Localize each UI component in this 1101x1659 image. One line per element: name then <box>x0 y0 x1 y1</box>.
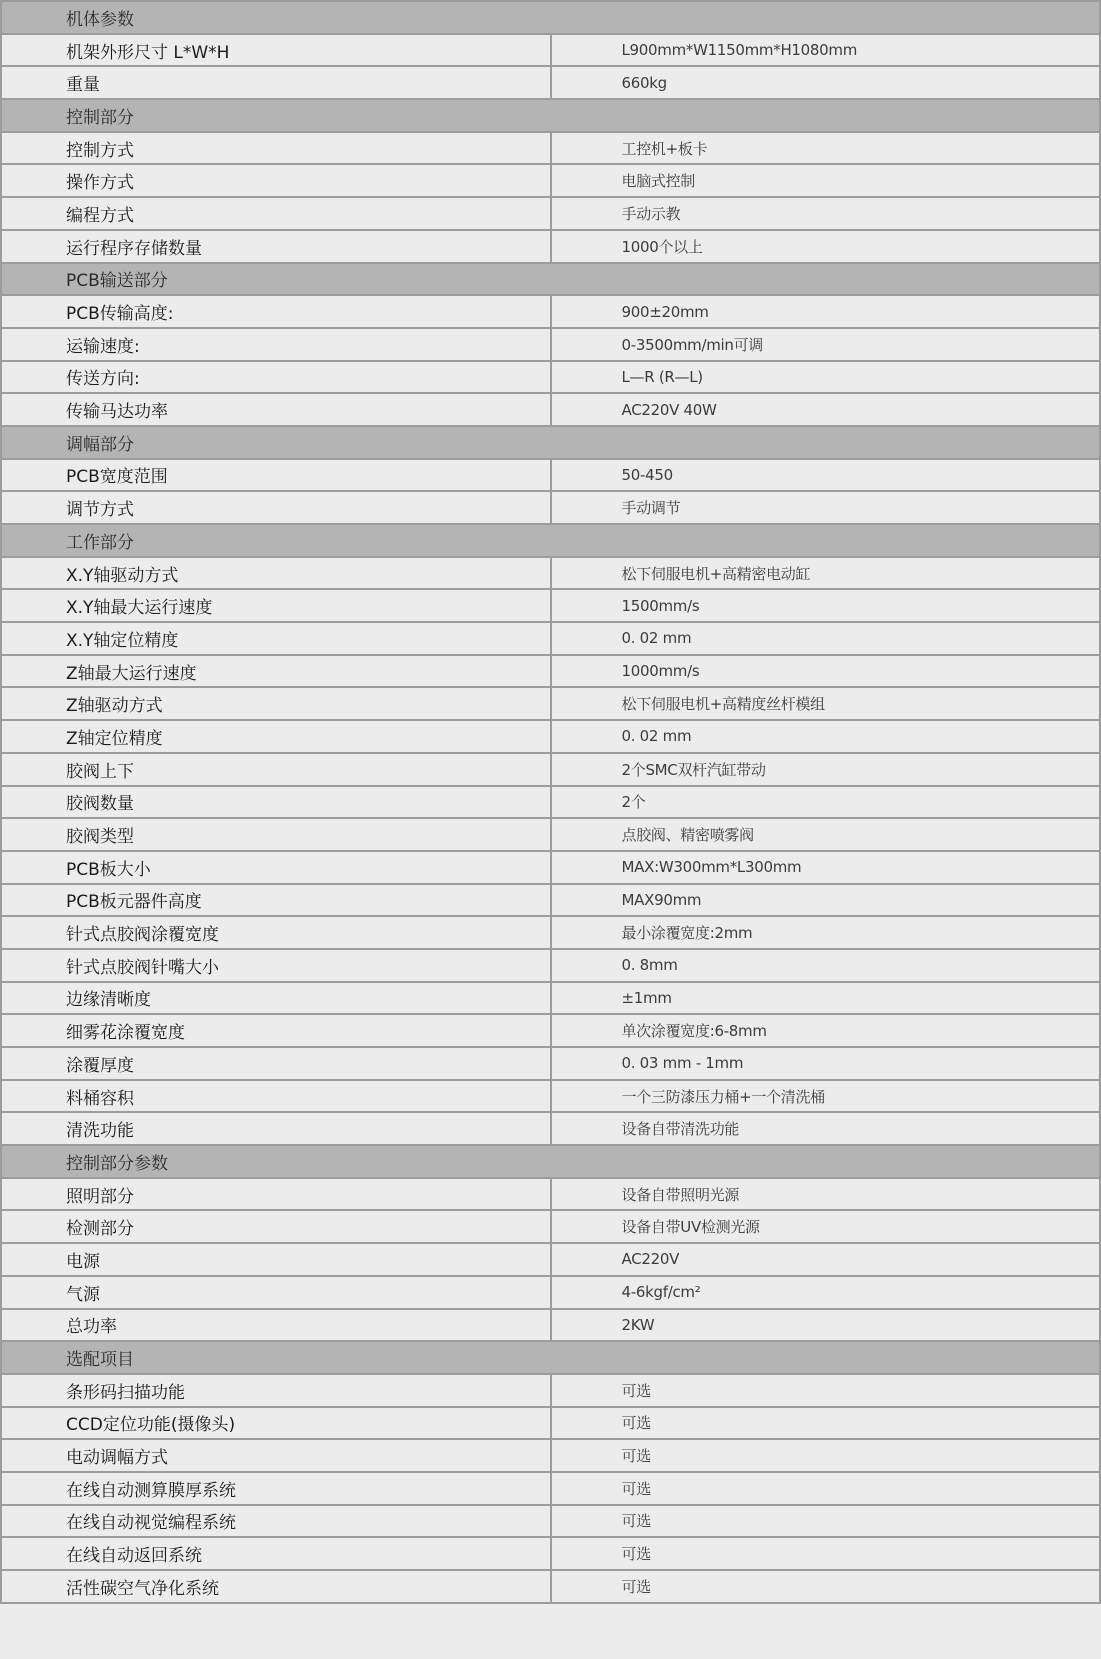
spec-value: 最小涂覆宽度:2mm <box>551 916 1101 949</box>
spec-value: 2个 <box>551 786 1101 819</box>
spec-value: 松下伺服电机+高精密电动缸 <box>551 557 1101 590</box>
spec-value: 0-3500mm/min可调 <box>551 328 1101 361</box>
spec-value: 设备自带清洗功能 <box>551 1112 1101 1145</box>
table-row <box>1 1505 1100 1538</box>
spec-label: 针式点胶阀针嘴大小 <box>1 949 551 982</box>
table-row <box>1 916 1100 949</box>
section-header-row <box>1 99 1100 132</box>
spec-value: ±1mm <box>551 982 1101 1015</box>
table-row <box>1 687 1100 720</box>
table-row <box>1 34 1100 67</box>
table-row <box>1 622 1100 655</box>
spec-label: Z轴驱动方式 <box>1 687 551 720</box>
section-title: PCB输送部分 <box>1 263 1100 296</box>
table-row <box>1 720 1100 753</box>
spec-value: 一个三防漆压力桶+一个清洗桶 <box>551 1080 1101 1113</box>
section-header-row <box>1 1341 1100 1374</box>
section-title: 选配项目 <box>1 1341 1100 1374</box>
spec-label: 操作方式 <box>1 164 551 197</box>
table-row <box>1 1112 1100 1145</box>
spec-label: 针式点胶阀涂覆宽度 <box>1 916 551 949</box>
table-row <box>1 230 1100 263</box>
spec-value: 0. 02 mm <box>551 720 1101 753</box>
section-header-row <box>1 1145 1100 1178</box>
table-row <box>1 1047 1100 1080</box>
spec-value: 0. 02 mm <box>551 622 1101 655</box>
spec-label: 编程方式 <box>1 197 551 230</box>
spec-value: 0. 03 mm - 1mm <box>551 1047 1101 1080</box>
spec-label: 胶阀类型 <box>1 818 551 851</box>
spec-value: 可选 <box>551 1570 1101 1603</box>
spec-value: 点胶阀、精密喷雾阀 <box>551 818 1101 851</box>
table-row <box>1 1439 1100 1472</box>
spec-value: 可选 <box>551 1374 1101 1407</box>
spec-value: AC220V 40W <box>551 393 1101 426</box>
table-row <box>1 361 1100 394</box>
spec-label: 清洗功能 <box>1 1112 551 1145</box>
spec-value: 手动示教 <box>551 197 1101 230</box>
table-row <box>1 982 1100 1015</box>
spec-value: 可选 <box>551 1407 1101 1440</box>
spec-label: CCD定位功能(摄像头) <box>1 1407 551 1440</box>
table-row <box>1 328 1100 361</box>
spec-value: 可选 <box>551 1537 1101 1570</box>
section-title: 工作部分 <box>1 524 1100 557</box>
spec-label: 条形码扫描功能 <box>1 1374 551 1407</box>
spec-label: 料桶容积 <box>1 1080 551 1113</box>
table-row <box>1 1014 1100 1047</box>
spec-value: 可选 <box>551 1439 1101 1472</box>
spec-value: 1000mm/s <box>551 655 1101 688</box>
spec-value: 660kg <box>551 66 1101 99</box>
table-row <box>1 459 1100 492</box>
spec-value: 设备自带UV检测光源 <box>551 1210 1101 1243</box>
table-row <box>1 1570 1100 1603</box>
table-row <box>1 1407 1100 1440</box>
spec-label: 气源 <box>1 1276 551 1309</box>
spec-value: 电脑式控制 <box>551 164 1101 197</box>
spec-value: 2个SMC双杆汽缸带动 <box>551 753 1101 786</box>
spec-label: 检测部分 <box>1 1210 551 1243</box>
spec-table-body <box>1 1 1100 1603</box>
spec-label: 传输马达功率 <box>1 393 551 426</box>
table-row <box>1 164 1100 197</box>
spec-value: MAX90mm <box>551 884 1101 917</box>
spec-label: 总功率 <box>1 1309 551 1342</box>
spec-label: PCB板元器件高度 <box>1 884 551 917</box>
section-title: 控制部分 <box>1 99 1100 132</box>
spec-value: 900±20mm <box>551 295 1101 328</box>
spec-label: 在线自动返回系统 <box>1 1537 551 1570</box>
spec-label: 传送方向: <box>1 361 551 394</box>
spec-label: 活性碳空气净化系统 <box>1 1570 551 1603</box>
spec-value: 1000个以上 <box>551 230 1101 263</box>
spec-label: X.Y轴最大运行速度 <box>1 589 551 622</box>
table-row <box>1 851 1100 884</box>
spec-value: 50-450 <box>551 459 1101 492</box>
table-row <box>1 1309 1100 1342</box>
table-row <box>1 197 1100 230</box>
table-row <box>1 786 1100 819</box>
spec-value: L—R (R—L) <box>551 361 1101 394</box>
spec-label: 重量 <box>1 66 551 99</box>
table-row <box>1 1243 1100 1276</box>
table-row <box>1 753 1100 786</box>
table-row <box>1 1178 1100 1211</box>
spec-label: X.Y轴定位精度 <box>1 622 551 655</box>
table-row <box>1 1276 1100 1309</box>
table-row <box>1 295 1100 328</box>
table-row <box>1 491 1100 524</box>
table-row <box>1 1080 1100 1113</box>
spec-label: 调节方式 <box>1 491 551 524</box>
spec-label: 电动调幅方式 <box>1 1439 551 1472</box>
table-row <box>1 884 1100 917</box>
spec-label: 在线自动测算膜厚系统 <box>1 1472 551 1505</box>
section-header-row <box>1 524 1100 557</box>
section-header-row <box>1 426 1100 459</box>
spec-label: X.Y轴驱动方式 <box>1 557 551 590</box>
table-row <box>1 1374 1100 1407</box>
spec-value: 可选 <box>551 1472 1101 1505</box>
spec-label: PCB板大小 <box>1 851 551 884</box>
table-row <box>1 557 1100 590</box>
spec-value: 手动调节 <box>551 491 1101 524</box>
spec-label: 电源 <box>1 1243 551 1276</box>
spec-value: 4-6kgf/cm² <box>551 1276 1101 1309</box>
table-row <box>1 949 1100 982</box>
spec-label: 机架外形尺寸 L*W*H <box>1 34 551 67</box>
section-title: 调幅部分 <box>1 426 1100 459</box>
spec-value: 工控机+板卡 <box>551 132 1101 165</box>
spec-label: 胶阀数量 <box>1 786 551 819</box>
spec-label: 胶阀上下 <box>1 753 551 786</box>
section-header-row <box>1 263 1100 296</box>
spec-label: 在线自动视觉编程系统 <box>1 1505 551 1538</box>
spec-value: 单次涂覆宽度:6-8mm <box>551 1014 1101 1047</box>
table-row <box>1 393 1100 426</box>
table-row <box>1 66 1100 99</box>
spec-label: 细雾花涂覆宽度 <box>1 1014 551 1047</box>
spec-label: PCB宽度范围 <box>1 459 551 492</box>
spec-value: 松下伺服电机+高精度丝杆模组 <box>551 687 1101 720</box>
table-row <box>1 132 1100 165</box>
table-row <box>1 589 1100 622</box>
spec-value: MAX:W300mm*L300mm <box>551 851 1101 884</box>
section-title: 机体参数 <box>1 1 1100 34</box>
spec-value: 1500mm/s <box>551 589 1101 622</box>
spec-value: AC220V <box>551 1243 1101 1276</box>
table-row <box>1 655 1100 688</box>
spec-label: 运输速度: <box>1 328 551 361</box>
spec-value: 设备自带照明光源 <box>551 1178 1101 1211</box>
spec-label: 照明部分 <box>1 1178 551 1211</box>
table-row <box>1 1472 1100 1505</box>
spec-label: 控制方式 <box>1 132 551 165</box>
table-row <box>1 1210 1100 1243</box>
table-row <box>1 1537 1100 1570</box>
spec-value: L900mm*W1150mm*H1080mm <box>551 34 1101 67</box>
spec-value: 可选 <box>551 1505 1101 1538</box>
spec-label: 涂覆厚度 <box>1 1047 551 1080</box>
spec-label: Z轴定位精度 <box>1 720 551 753</box>
section-header-row <box>1 1 1100 34</box>
spec-value: 0. 8mm <box>551 949 1101 982</box>
table-row <box>1 818 1100 851</box>
spec-label: PCB传输高度: <box>1 295 551 328</box>
spec-value: 2KW <box>551 1309 1101 1342</box>
spec-label: 运行程序存储数量 <box>1 230 551 263</box>
section-title: 控制部分参数 <box>1 1145 1100 1178</box>
spec-label: Z轴最大运行速度 <box>1 655 551 688</box>
spec-label: 边缘清晰度 <box>1 982 551 1015</box>
